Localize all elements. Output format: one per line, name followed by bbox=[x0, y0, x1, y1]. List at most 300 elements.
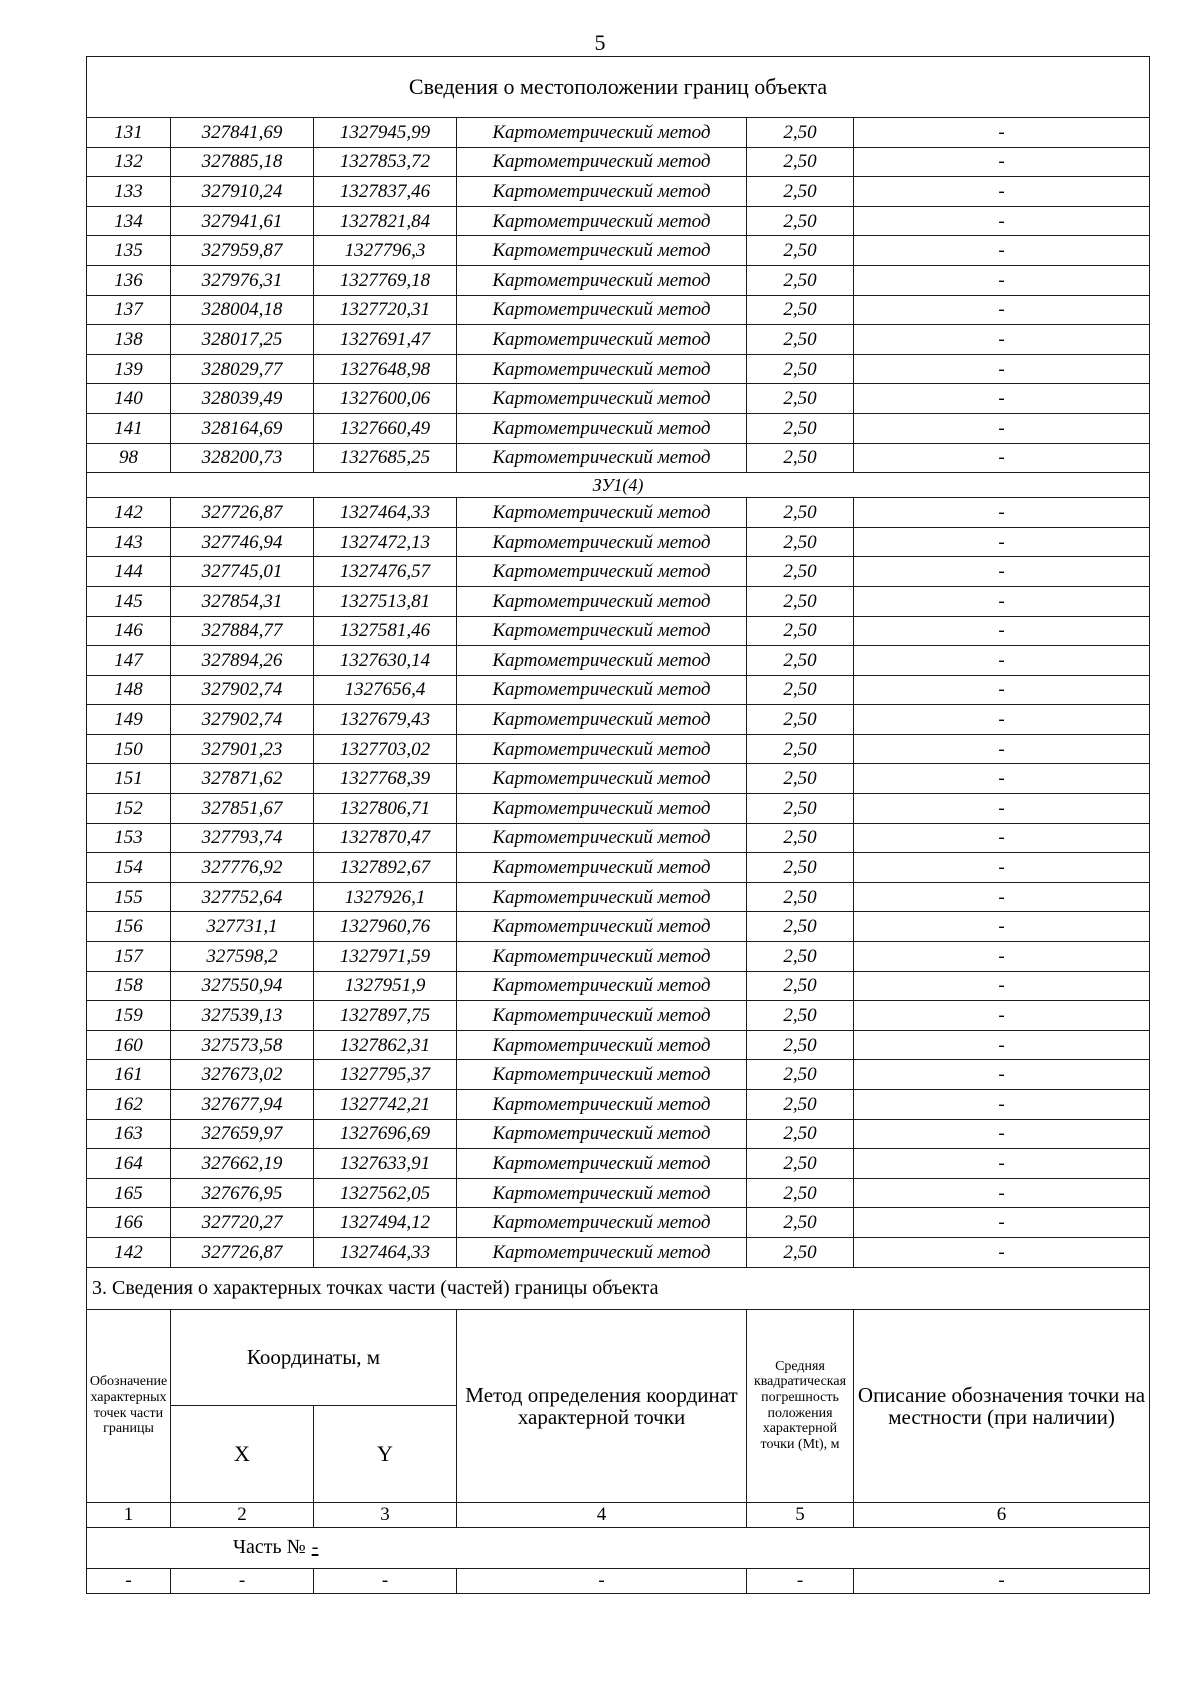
y-coord-cell: 1327960,76 bbox=[314, 912, 457, 942]
table-row bbox=[87, 1149, 1150, 1179]
description-cell: - bbox=[854, 882, 1150, 912]
method-cell: Картометрический метод bbox=[457, 1119, 747, 1149]
table-row bbox=[87, 206, 1150, 236]
x-coord-cell: 328164,69 bbox=[171, 413, 314, 443]
description-cell: - bbox=[854, 1568, 1150, 1593]
error-cell: 2,50 bbox=[747, 853, 854, 883]
error-cell: 2,50 bbox=[747, 443, 854, 473]
description-cell: - bbox=[854, 527, 1150, 557]
error-cell: 2,50 bbox=[747, 206, 854, 236]
column-number: 5 bbox=[747, 1502, 854, 1527]
method-cell: Картометрический метод bbox=[457, 942, 747, 972]
description-cell: - bbox=[854, 971, 1150, 1001]
description-cell: - bbox=[854, 705, 1150, 735]
table-row bbox=[87, 177, 1150, 207]
error-cell: 2,50 bbox=[747, 1178, 854, 1208]
method-cell: Картометрический метод bbox=[457, 177, 747, 207]
error-cell: 2,50 bbox=[747, 942, 854, 972]
y-coord-cell: 1327945,99 bbox=[314, 118, 457, 148]
point-id-cell: 142 bbox=[87, 498, 171, 528]
y-coord-cell: 1327633,91 bbox=[314, 1149, 457, 1179]
description-cell: - bbox=[854, 646, 1150, 676]
table-row bbox=[87, 118, 1150, 148]
point-id-cell: 147 bbox=[87, 646, 171, 676]
point-id-cell: 149 bbox=[87, 705, 171, 735]
description-cell: - bbox=[854, 147, 1150, 177]
point-id-cell: 152 bbox=[87, 794, 171, 824]
point-id-cell: - bbox=[87, 1568, 171, 1593]
error-cell: 2,50 bbox=[747, 1030, 854, 1060]
method-cell: Картометрический метод bbox=[457, 646, 747, 676]
y-coord-cell: 1327971,59 bbox=[314, 942, 457, 972]
error-cell: 2,50 bbox=[747, 764, 854, 794]
x-coord-cell: 327731,1 bbox=[171, 912, 314, 942]
point-id-cell: 132 bbox=[87, 147, 171, 177]
y-coord-cell: 1327926,1 bbox=[314, 882, 457, 912]
x-coord-cell: 328029,77 bbox=[171, 354, 314, 384]
error-cell: 2,50 bbox=[747, 325, 854, 355]
description-cell: - bbox=[854, 1178, 1150, 1208]
description-cell: - bbox=[854, 823, 1150, 853]
point-id-cell: 138 bbox=[87, 325, 171, 355]
y-coord-cell: 1327581,46 bbox=[314, 616, 457, 646]
error-cell: 2,50 bbox=[747, 616, 854, 646]
error-cell: 2,50 bbox=[747, 1119, 854, 1149]
table-row bbox=[87, 557, 1150, 587]
part-row bbox=[87, 1527, 1150, 1568]
table-row bbox=[87, 942, 1150, 972]
y-coord-cell: 1327892,67 bbox=[314, 853, 457, 883]
x-coord-cell: 327902,74 bbox=[171, 705, 314, 735]
error-cell: 2,50 bbox=[747, 413, 854, 443]
point-id-cell: 145 bbox=[87, 586, 171, 616]
x-coord-cell: 327573,58 bbox=[171, 1030, 314, 1060]
point-id-cell: 133 bbox=[87, 177, 171, 207]
y-coord-cell: 1327862,31 bbox=[314, 1030, 457, 1060]
description-cell: - bbox=[854, 675, 1150, 705]
part-number: - bbox=[311, 1536, 319, 1559]
x-coord-cell: 327662,19 bbox=[171, 1149, 314, 1179]
description-cell: - bbox=[854, 1237, 1150, 1267]
description-cell: - bbox=[854, 413, 1150, 443]
x-coord-cell: 327598,2 bbox=[171, 942, 314, 972]
method-cell: Картометрический метод bbox=[457, 794, 747, 824]
y-coord-cell: 1327703,02 bbox=[314, 734, 457, 764]
column-number-row bbox=[87, 1502, 1150, 1527]
x-coord-cell: 327841,69 bbox=[171, 118, 314, 148]
method-cell: Картометрический метод bbox=[457, 236, 747, 266]
table-title: Сведения о местоположении границ объекта bbox=[87, 57, 1150, 118]
table-row bbox=[87, 1001, 1150, 1031]
error-cell: 2,50 bbox=[747, 384, 854, 414]
description-cell: - bbox=[854, 586, 1150, 616]
method-cell: Картометрический метод bbox=[457, 147, 747, 177]
part-label-wrap bbox=[87, 1536, 318, 1558]
table-row bbox=[87, 384, 1150, 414]
point-id-cell: 134 bbox=[87, 206, 171, 236]
header-row-top bbox=[87, 1309, 1150, 1405]
error-cell: 2,50 bbox=[747, 295, 854, 325]
method-cell: Картометрический метод bbox=[457, 325, 747, 355]
point-id-cell: 131 bbox=[87, 118, 171, 148]
description-cell: - bbox=[854, 265, 1150, 295]
point-id-cell: 156 bbox=[87, 912, 171, 942]
method-cell: Картометрический метод bbox=[457, 118, 747, 148]
point-id-cell: 144 bbox=[87, 557, 171, 587]
error-cell: 2,50 bbox=[747, 675, 854, 705]
y-coord-cell: 1327685,25 bbox=[314, 443, 457, 473]
method-cell: Картометрический метод bbox=[457, 823, 747, 853]
table-row bbox=[87, 971, 1150, 1001]
y-coord-cell: 1327513,81 bbox=[314, 586, 457, 616]
table-title-row bbox=[87, 57, 1150, 118]
error-cell: 2,50 bbox=[747, 1208, 854, 1238]
y-coord-cell: 1327494,12 bbox=[314, 1208, 457, 1238]
y-coord-cell: 1327821,84 bbox=[314, 206, 457, 236]
y-coord-cell: 1327795,37 bbox=[314, 1060, 457, 1090]
column-number: 1 bbox=[87, 1502, 171, 1527]
x-coord-cell: 327851,67 bbox=[171, 794, 314, 824]
y-coord-cell: 1327464,33 bbox=[314, 498, 457, 528]
point-id-cell: 162 bbox=[87, 1090, 171, 1120]
point-id-cell: 146 bbox=[87, 616, 171, 646]
y-coord-cell: 1327656,4 bbox=[314, 675, 457, 705]
description-cell: - bbox=[854, 912, 1150, 942]
description-cell: - bbox=[854, 1208, 1150, 1238]
table-row bbox=[87, 354, 1150, 384]
column-number: 6 bbox=[854, 1502, 1150, 1527]
x-coord-cell: 328039,49 bbox=[171, 384, 314, 414]
table-row bbox=[87, 882, 1150, 912]
y-coord-cell: 1327476,57 bbox=[314, 557, 457, 587]
table-row bbox=[87, 675, 1150, 705]
table-row bbox=[87, 1090, 1150, 1120]
point-id-cell: 164 bbox=[87, 1149, 171, 1179]
description-cell: - bbox=[854, 942, 1150, 972]
error-cell: 2,50 bbox=[747, 705, 854, 735]
method-cell: Картометрический метод bbox=[457, 764, 747, 794]
error-cell: 2,50 bbox=[747, 823, 854, 853]
point-id-cell: 136 bbox=[87, 265, 171, 295]
table-row bbox=[87, 1568, 1150, 1593]
table-row bbox=[87, 295, 1150, 325]
table-row bbox=[87, 646, 1150, 676]
error-cell: 2,50 bbox=[747, 912, 854, 942]
method-cell: Картометрический метод bbox=[457, 882, 747, 912]
description-cell: - bbox=[854, 853, 1150, 883]
point-id-cell: 166 bbox=[87, 1208, 171, 1238]
x-coord-cell: 327752,64 bbox=[171, 882, 314, 912]
table-row bbox=[87, 764, 1150, 794]
point-id-cell: 139 bbox=[87, 354, 171, 384]
description-cell: - bbox=[854, 206, 1150, 236]
x-coord-cell: 327676,95 bbox=[171, 1178, 314, 1208]
table-row bbox=[87, 147, 1150, 177]
y-coord-cell: 1327696,69 bbox=[314, 1119, 457, 1149]
error-cell: 2,50 bbox=[747, 498, 854, 528]
method-cell: Картометрический метод bbox=[457, 1178, 747, 1208]
table-row bbox=[87, 325, 1150, 355]
x-coord-cell: 328004,18 bbox=[171, 295, 314, 325]
table-row bbox=[87, 734, 1150, 764]
header-point-designation: Обозначение характерных точек части границы bbox=[87, 1309, 171, 1502]
error-cell: 2,50 bbox=[747, 557, 854, 587]
y-coord-cell: 1327870,47 bbox=[314, 823, 457, 853]
error-cell: 2,50 bbox=[747, 882, 854, 912]
error-cell: 2,50 bbox=[747, 118, 854, 148]
section-title: 3. Сведения о характерных точках части (частей) границы объекта bbox=[87, 1267, 1150, 1309]
method-cell: Картометрический метод bbox=[457, 853, 747, 883]
table-row bbox=[87, 616, 1150, 646]
description-cell: - bbox=[854, 177, 1150, 207]
boundary-table bbox=[86, 56, 1150, 1594]
table-row bbox=[87, 1119, 1150, 1149]
point-id-cell: 143 bbox=[87, 527, 171, 557]
point-id-cell: 158 bbox=[87, 971, 171, 1001]
table-row bbox=[87, 236, 1150, 266]
table-row bbox=[87, 498, 1150, 528]
y-coord-cell: 1327464,33 bbox=[314, 1237, 457, 1267]
table-row bbox=[87, 912, 1150, 942]
y-coord-cell: 1327837,46 bbox=[314, 177, 457, 207]
y-coord-cell: 1327951,9 bbox=[314, 971, 457, 1001]
x-coord-cell: 327884,77 bbox=[171, 616, 314, 646]
y-coord-cell: 1327768,39 bbox=[314, 764, 457, 794]
description-cell: - bbox=[854, 384, 1150, 414]
error-cell: - bbox=[747, 1568, 854, 1593]
method-cell: Картометрический метод bbox=[457, 413, 747, 443]
point-id-cell: 160 bbox=[87, 1030, 171, 1060]
y-coord-cell: 1327742,21 bbox=[314, 1090, 457, 1120]
header-description: Описание обозначения точки на местности (при наличии) bbox=[854, 1309, 1150, 1502]
table-row bbox=[87, 1237, 1150, 1267]
table-row bbox=[87, 527, 1150, 557]
group-row bbox=[87, 473, 1150, 498]
group-label: ЗУ1(4) bbox=[87, 473, 1150, 498]
point-id-cell: 98 bbox=[87, 443, 171, 473]
table-row bbox=[87, 265, 1150, 295]
x-coord-cell: 327910,24 bbox=[171, 177, 314, 207]
table-row bbox=[87, 1208, 1150, 1238]
error-cell: 2,50 bbox=[747, 1237, 854, 1267]
error-cell: 2,50 bbox=[747, 236, 854, 266]
description-cell: - bbox=[854, 764, 1150, 794]
point-id-cell: 165 bbox=[87, 1178, 171, 1208]
method-cell: Картометрический метод bbox=[457, 443, 747, 473]
description-cell: - bbox=[854, 1030, 1150, 1060]
description-cell: - bbox=[854, 1119, 1150, 1149]
x-coord-cell: 327659,97 bbox=[171, 1119, 314, 1149]
y-coord-cell: 1327472,13 bbox=[314, 527, 457, 557]
error-cell: 2,50 bbox=[747, 971, 854, 1001]
y-coord-cell: 1327630,14 bbox=[314, 646, 457, 676]
description-cell: - bbox=[854, 1090, 1150, 1120]
method-cell: Картометрический метод bbox=[457, 586, 747, 616]
error-cell: 2,50 bbox=[747, 1001, 854, 1031]
method-cell: Картометрический метод bbox=[457, 557, 747, 587]
description-cell: - bbox=[854, 295, 1150, 325]
description-cell: - bbox=[854, 118, 1150, 148]
y-coord-cell: 1327796,3 bbox=[314, 236, 457, 266]
header-coordinates: Координаты, м bbox=[171, 1309, 457, 1405]
point-id-cell: 135 bbox=[87, 236, 171, 266]
point-id-cell: 154 bbox=[87, 853, 171, 883]
y-coord-cell: 1327600,06 bbox=[314, 384, 457, 414]
method-cell: Картометрический метод bbox=[457, 705, 747, 735]
description-cell: - bbox=[854, 734, 1150, 764]
error-cell: 2,50 bbox=[747, 1060, 854, 1090]
point-id-cell: 137 bbox=[87, 295, 171, 325]
y-coord-cell: 1327691,47 bbox=[314, 325, 457, 355]
header-method: Метод определения координат характерной точки bbox=[457, 1309, 747, 1502]
error-cell: 2,50 bbox=[747, 147, 854, 177]
point-id-cell: 163 bbox=[87, 1119, 171, 1149]
part-label: Часть № bbox=[233, 1536, 306, 1559]
method-cell: Картометрический метод bbox=[457, 675, 747, 705]
table-row bbox=[87, 823, 1150, 853]
error-cell: 2,50 bbox=[747, 586, 854, 616]
table-row bbox=[87, 794, 1150, 824]
point-id-cell: 159 bbox=[87, 1001, 171, 1031]
method-cell: Картометрический метод bbox=[457, 527, 747, 557]
x-coord-cell: 327793,74 bbox=[171, 823, 314, 853]
table-row bbox=[87, 853, 1150, 883]
x-coord-cell: 327941,61 bbox=[171, 206, 314, 236]
x-coord-cell: 327745,01 bbox=[171, 557, 314, 587]
table-row bbox=[87, 443, 1150, 473]
error-cell: 2,50 bbox=[747, 177, 854, 207]
error-cell: 2,50 bbox=[747, 354, 854, 384]
x-coord-cell: 327746,94 bbox=[171, 527, 314, 557]
x-coord-cell: 327854,31 bbox=[171, 586, 314, 616]
table-row bbox=[87, 586, 1150, 616]
description-cell: - bbox=[854, 354, 1150, 384]
y-coord-cell: 1327806,71 bbox=[314, 794, 457, 824]
section-title-row bbox=[87, 1267, 1150, 1309]
header-x: X bbox=[171, 1405, 314, 1502]
point-id-cell: 153 bbox=[87, 823, 171, 853]
error-cell: 2,50 bbox=[747, 1090, 854, 1120]
method-cell: Картометрический метод bbox=[457, 1001, 747, 1031]
method-cell: Картометрический метод bbox=[457, 1149, 747, 1179]
point-id-cell: 142 bbox=[87, 1237, 171, 1267]
method-cell: Картометрический метод bbox=[457, 912, 747, 942]
description-cell: - bbox=[854, 616, 1150, 646]
description-cell: - bbox=[854, 557, 1150, 587]
method-cell: Картометрический метод bbox=[457, 295, 747, 325]
point-id-cell: 140 bbox=[87, 384, 171, 414]
table-row bbox=[87, 1060, 1150, 1090]
method-cell: Картометрический метод bbox=[457, 206, 747, 236]
method-cell: Картометрический метод bbox=[457, 1237, 747, 1267]
part-cell bbox=[87, 1527, 1150, 1568]
x-coord-cell: 327726,87 bbox=[171, 1237, 314, 1267]
table-row bbox=[87, 705, 1150, 735]
y-coord-cell: 1327769,18 bbox=[314, 265, 457, 295]
x-coord-cell: 328017,25 bbox=[171, 325, 314, 355]
y-coord-cell: 1327648,98 bbox=[314, 354, 457, 384]
x-coord-cell: 327959,87 bbox=[171, 236, 314, 266]
x-coord-cell: 327901,23 bbox=[171, 734, 314, 764]
y-coord-cell: 1327562,05 bbox=[314, 1178, 457, 1208]
x-coord-cell: 327673,02 bbox=[171, 1060, 314, 1090]
page-number: 5 bbox=[594, 30, 606, 55]
point-id-cell: 141 bbox=[87, 413, 171, 443]
method-cell: Картометрический метод bbox=[457, 616, 747, 646]
method-cell: Картометрический метод bbox=[457, 1060, 747, 1090]
method-cell: Картометрический метод bbox=[457, 1208, 747, 1238]
x-coord-cell: 327720,27 bbox=[171, 1208, 314, 1238]
header-error: Средняя квадратическая погрешность положения характерной точки (Mt), м bbox=[747, 1309, 854, 1502]
description-cell: - bbox=[854, 1001, 1150, 1031]
error-cell: 2,50 bbox=[747, 646, 854, 676]
method-cell: Картометрический метод bbox=[457, 971, 747, 1001]
point-id-cell: 161 bbox=[87, 1060, 171, 1090]
x-coord-cell: 328200,73 bbox=[171, 443, 314, 473]
table-row bbox=[87, 1178, 1150, 1208]
description-cell: - bbox=[854, 498, 1150, 528]
y-coord-cell: 1327679,43 bbox=[314, 705, 457, 735]
point-id-cell: 155 bbox=[87, 882, 171, 912]
method-cell: Картометрический метод bbox=[457, 1090, 747, 1120]
table-row bbox=[87, 413, 1150, 443]
x-coord-cell: 327871,62 bbox=[171, 764, 314, 794]
column-number: 3 bbox=[314, 1502, 457, 1527]
x-coord-cell: 327539,13 bbox=[171, 1001, 314, 1031]
description-cell: - bbox=[854, 1149, 1150, 1179]
y-coord-cell: - bbox=[314, 1568, 457, 1593]
column-number: 2 bbox=[171, 1502, 314, 1527]
point-id-cell: 150 bbox=[87, 734, 171, 764]
x-coord-cell: 327726,87 bbox=[171, 498, 314, 528]
error-cell: 2,50 bbox=[747, 1149, 854, 1179]
error-cell: 2,50 bbox=[747, 794, 854, 824]
method-cell: Картометрический метод bbox=[457, 354, 747, 384]
y-coord-cell: 1327853,72 bbox=[314, 147, 457, 177]
x-coord-cell: - bbox=[171, 1568, 314, 1593]
error-cell: 2,50 bbox=[747, 265, 854, 295]
x-coord-cell: 327550,94 bbox=[171, 971, 314, 1001]
y-coord-cell: 1327660,49 bbox=[314, 413, 457, 443]
header-y: Y bbox=[314, 1405, 457, 1502]
x-coord-cell: 327776,92 bbox=[171, 853, 314, 883]
table-row bbox=[87, 1030, 1150, 1060]
x-coord-cell: 327677,94 bbox=[171, 1090, 314, 1120]
description-cell: - bbox=[854, 325, 1150, 355]
point-id-cell: 151 bbox=[87, 764, 171, 794]
column-number: 4 bbox=[457, 1502, 747, 1527]
error-cell: 2,50 bbox=[747, 734, 854, 764]
method-cell: Картометрический метод bbox=[457, 734, 747, 764]
method-cell: - bbox=[457, 1568, 747, 1593]
y-coord-cell: 1327720,31 bbox=[314, 295, 457, 325]
x-coord-cell: 327894,26 bbox=[171, 646, 314, 676]
x-coord-cell: 327885,18 bbox=[171, 147, 314, 177]
point-id-cell: 157 bbox=[87, 942, 171, 972]
description-cell: - bbox=[854, 1060, 1150, 1090]
point-id-cell: 148 bbox=[87, 675, 171, 705]
description-cell: - bbox=[854, 236, 1150, 266]
description-cell: - bbox=[854, 443, 1150, 473]
y-coord-cell: 1327897,75 bbox=[314, 1001, 457, 1031]
x-coord-cell: 327976,31 bbox=[171, 265, 314, 295]
method-cell: Картометрический метод bbox=[457, 384, 747, 414]
description-cell: - bbox=[854, 794, 1150, 824]
method-cell: Картометрический метод bbox=[457, 498, 747, 528]
x-coord-cell: 327902,74 bbox=[171, 675, 314, 705]
error-cell: 2,50 bbox=[747, 527, 854, 557]
method-cell: Картометрический метод bbox=[457, 1030, 747, 1060]
